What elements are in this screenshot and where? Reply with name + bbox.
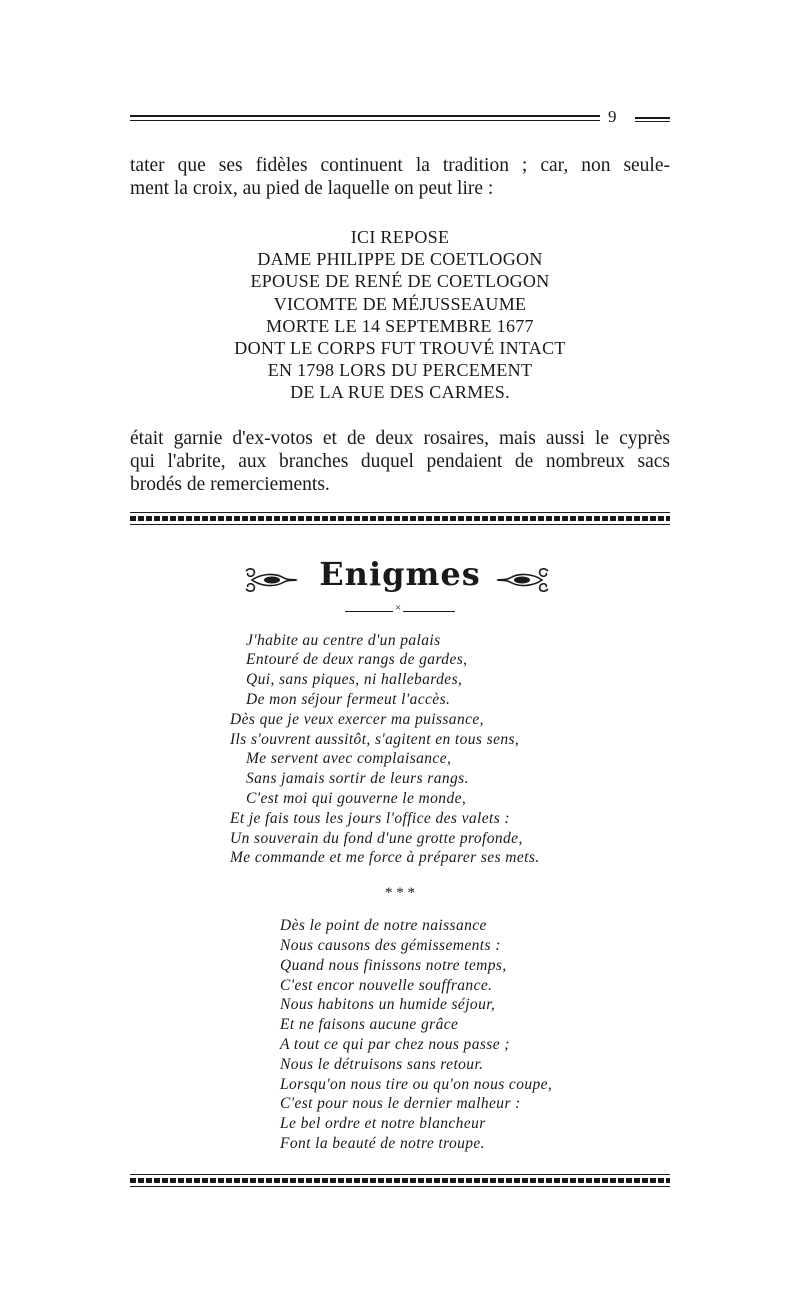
poem-line: Un souverain du fond d'une grotte profonde, [230, 829, 523, 847]
poem-line: C'est moi qui gouverne le monde, [246, 790, 467, 807]
poem-line: Et je fais tous les jours l'office des valets : [230, 809, 510, 827]
band-line [130, 1174, 670, 1175]
poem-line: Nous habitons un humide séjour, [280, 996, 496, 1014]
header-rule-right [635, 117, 670, 122]
inscription-line: DE LA RUE DES CARMES. [290, 382, 510, 403]
flourish-right-icon [496, 565, 552, 595]
poem-line: Dès le point de notre naissance [280, 917, 487, 935]
poem-line: Sans jamais sortir de leurs rangs. [246, 770, 469, 788]
band-line [130, 1186, 670, 1187]
section-title: Enigmes [319, 554, 481, 593]
poem-line: C'est encor nouvelle souffrance. [280, 976, 493, 994]
poem-line: Et ne faisons aucune grâce [280, 1016, 459, 1034]
riddle-poem-2 [130, 916, 670, 1154]
after-line: qui l'abrite, aux branches duquel pendaient de nombreux sacs [130, 450, 670, 472]
asterism: * * * [385, 885, 415, 902]
riddle-poem-1 [130, 631, 670, 869]
poem-line: C'est pour nous le dernier malheur : [280, 1095, 521, 1113]
inscription-line: VICOMTE DE MÉJUSSEAUME [273, 293, 527, 314]
header-rule-left [130, 115, 600, 121]
page-header [130, 108, 670, 130]
band-pattern [130, 1178, 670, 1183]
band-pattern [130, 516, 670, 521]
poem-line: A tout ce qui par chez nous passe ; [280, 1035, 510, 1053]
inscription-line: EPOUSE DE RENÉ DE COETLOGON [250, 271, 550, 292]
poem-line: Entouré de deux rangs de gardes, [246, 651, 468, 669]
inscription-line: ICI REPOSE [350, 227, 450, 247]
band-line [130, 512, 670, 513]
decorative-band-bottom [130, 1174, 670, 1187]
after-paragraph [130, 427, 670, 496]
page-number: 9 [608, 107, 617, 126]
poem-line: De mon séjour fermeut l'accès. [246, 691, 451, 709]
poem-line: Dès que je veux exercer ma puissance, [230, 710, 484, 728]
section-heading [130, 555, 670, 601]
inscription-line: DONT LE CORPS FUT TROUVÉ INTACT [234, 338, 566, 359]
after-line: était garnie d'ex-votos et de deux rosaires, mais aussi le cyprès [130, 427, 670, 449]
poem-line: Ils s'ouvrent aussitôt, s'agitent en tous sens, [230, 730, 520, 748]
poem-line: J'habite au centre d'un palais [246, 631, 441, 649]
poem-line: Le bel ordre et notre blancheur [280, 1115, 486, 1133]
poem-line: Nous causons des gémissements : [280, 936, 501, 954]
decorative-band-top [130, 512, 670, 525]
poem-line: Me commande et me force à préparer ses mets. [230, 849, 540, 867]
intro-line: tater que ses fidèles continuent la tradition ; car, non seule- [130, 155, 670, 176]
page [130, 108, 670, 1187]
poem-line: Font la beauté de notre troupe. [280, 1134, 485, 1152]
poem-line: Me servent avec complaisance, [246, 750, 452, 768]
tomb-inscription [130, 226, 670, 404]
band-line [130, 524, 670, 525]
poem-line: Lorsqu'on nous tire ou qu'on nous coupe, [280, 1075, 553, 1093]
poem-line: Qui, sans piques, ni hallebardes, [246, 671, 463, 689]
after-line: brodés de remerciements. [130, 473, 330, 495]
separator-mark: × [395, 601, 402, 614]
poem-line: Quand nous finissons notre temps, [280, 956, 507, 974]
inscription-line: EN 1798 LORS DU PERCEMENT [267, 360, 533, 381]
inscription-line: MORTE LE 14 SEPTEMBRE 1677 [266, 315, 534, 336]
inscription-line: DAME PHILIPPE DE COETLOGON [257, 249, 543, 270]
intro-line: ment la croix, au pied de laquelle on peut lire : [130, 178, 494, 199]
intro-paragraph [130, 154, 670, 200]
title-separator [345, 601, 455, 615]
poem-line: Nous le détruisons sans retour. [280, 1055, 484, 1073]
